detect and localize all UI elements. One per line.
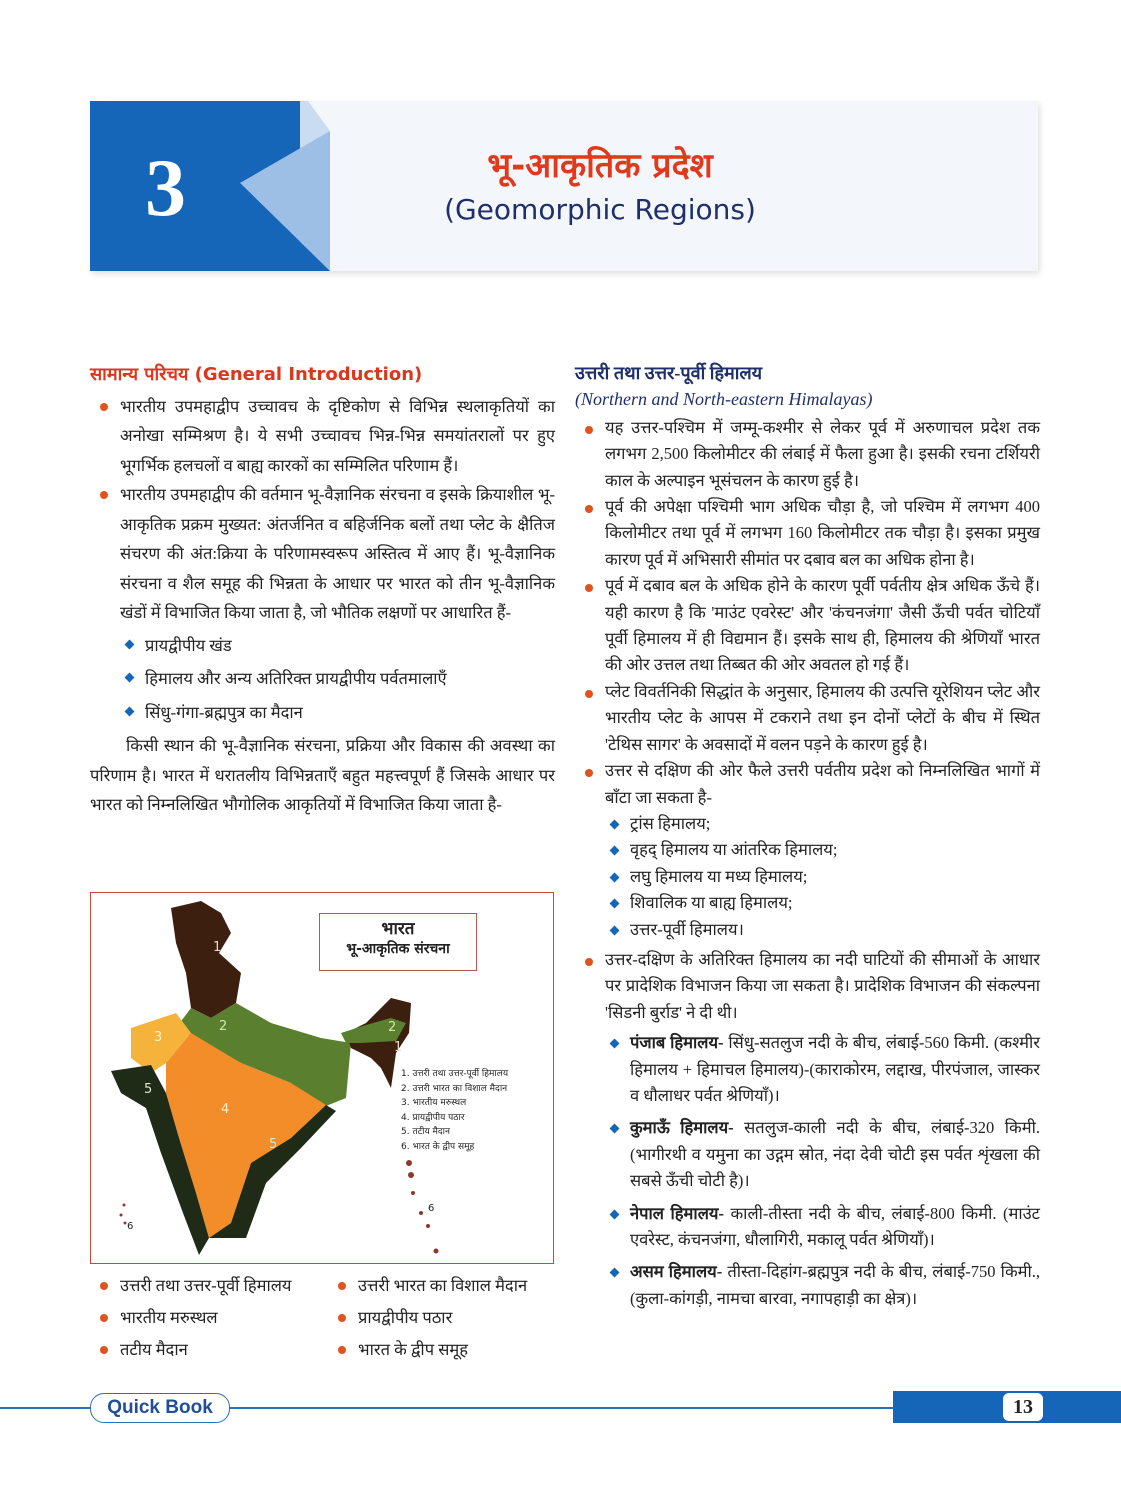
legend-item: 5. तटीय मैदान [401, 1127, 451, 1137]
list-item: तटीय मैदान [90, 1334, 188, 1367]
region-item [575, 1115, 1040, 1194]
list-item: उत्तरी भारत का विशाल मैदान [328, 1270, 527, 1303]
region-item [575, 1030, 1040, 1109]
legend-item: 6. भारत के द्वीप समूह [401, 1141, 475, 1152]
bullet: प्लेट विवर्तनिकी सिद्धांत के अनुसार, हिमालय की उत्पत्ति यूरेशियन प्लेट और भारतीय प्लेट के आपस में टकराने तथा इन दोनों प्लेटों के बीच में स्थित 'टेथिस सागर' के अवसादों में वलन पड़ने के कारण हुई है। [575, 679, 1040, 758]
page-number: 13 [1003, 1393, 1043, 1421]
label-2: 2 [219, 1019, 228, 1034]
paragraph: किसी स्थान की भू-वैज्ञानिक संरचना, प्रक्रिया और विकास की अवस्था का परिणाम है। भारत में धरातलीय विभिन्नताएँ बहुत महत्त्वपूर्ण हैं जिसके आधार पर भारत को निम्नलिखित भौगोलिक आकृतियों में विभाजित किया जाता है- [90, 736, 555, 814]
map-subtitle: भू-आकृतिक संरचना [346, 941, 450, 957]
label-5: 5 [144, 1082, 153, 1097]
region-himalaya-nw [171, 901, 241, 1018]
islands [120, 1160, 439, 1254]
legend-item: 4. प्रायद्वीपीय पठार [401, 1112, 465, 1123]
region-text: तीस्ता-दिहांग-ब्रह्मपुत्र नदी के बीच, लंबाई-750 किमी., (कुला-कांगड़ी, नामचा बारवा, नगापहाड़ी का क्षेत्र)। [630, 1262, 1041, 1308]
chapter-title-english: (Geomorphic Regions) [444, 193, 756, 226]
sub-bullet: उत्तर-पूर्वी हिमालय। [575, 917, 1040, 943]
section-heading-hindi: उत्तरी तथा उत्तर-पूर्वी हिमालय [575, 363, 763, 383]
india-map-figure [90, 892, 554, 1264]
sub-bullet: शिवालिक या बाह्य हिमालय; [575, 890, 1040, 916]
region-item [575, 1259, 1040, 1312]
label-1-ne: 1 [394, 1040, 403, 1055]
sub-bullet: प्रायद्वीपीय खंड [90, 631, 555, 661]
region-name: कुमाऊँ हिमालय- [630, 1118, 734, 1138]
region-name: असम हिमालय- [630, 1262, 723, 1282]
label-6: 6 [428, 1203, 435, 1214]
label-5-east: 5 [269, 1137, 278, 1152]
region-name: पंजाब हिमालय- [630, 1033, 724, 1053]
label-4: 4 [221, 1102, 230, 1117]
map-legend [401, 1067, 508, 1154]
sub-bullet: वृहद् हिमालय या आंतरिक हिमालय; [575, 837, 1040, 863]
list-item: भारतीय मरुस्थल [90, 1302, 218, 1335]
region-name: नेपाल हिमालय- [630, 1203, 724, 1223]
list-item: उत्तरी तथा उत्तर-पूर्वी हिमालय [90, 1270, 292, 1303]
legend-item: 2. उत्तरी भारत का विशाल मैदान [401, 1083, 508, 1094]
list-item: प्रायद्वीपीय पठार [328, 1302, 452, 1335]
label-1: 1 [213, 940, 222, 955]
bullet: पूर्व में दबाव बल के अधिक होने के कारण पूर्वी पर्वतीय क्षेत्र अधिक ऊँचे हैं। यही कारण है कि 'माउंट एवरेस्ट' और 'कंचनजंगा' जैसी ऊँची पर्वत चोटियाँ पूर्वी हिमालय में ही विद्यमान हैं। इसके साथ ही, हिमालय की श्रेणियाँ भारत की ओर उत्तल तथा तिब्बत की ओर अवतल हो गई हैं। [575, 573, 1040, 679]
legend-item: 1. उत्तरी तथा उत्तर-पूर्वी हिमालय [401, 1069, 509, 1079]
label-2-ne: 2 [388, 1020, 397, 1035]
bullet: यह उत्तर-पश्चिम में जम्मू-कश्मीर से लेकर पूर्व में अरुणाचल प्रदेश तक लगभग 2,500 किलोमीटर की लंबाई में फैला हुआ है। इसकी रचना टर्शियरी काल के अल्पाइन भूसंचलन के कारण हुई है। [575, 415, 1040, 494]
book-label: Quick Book [90, 1393, 230, 1423]
sub-bullet: लघु हिमालय या मध्य हिमालय; [575, 864, 1040, 890]
map-title: भारत [381, 919, 415, 939]
section-heading: सामान्य परिचय (General Introduction) [90, 364, 423, 385]
bullet: उत्तर-दक्षिण के अतिरिक्त हिमालय का नदी घाटियों की सीमाओं के आधार पर प्रादेशिक विभाजन किया जा सकता है। प्रादेशिक विभाजन की संकल्पना 'सिडनी बुर्राड' ने दी थी। [575, 947, 1040, 1026]
region-text: सतलुज-काली नदी के बीच, लंबाई-320 किमी. (भागीरथी व यमुना का उद्गम स्रोत, नंदा देवी चोटी इस पर्वत शृंखला की सबसे ऊँची चोटी है)। [630, 1118, 1040, 1191]
bullet: उत्तर से दक्षिण की ओर फैले उत्तरी पर्वतीय प्रदेश को निम्नलिखित भागों में बाँटा जा सकता है- [575, 758, 1040, 811]
bullet: भारतीय उपमहाद्वीप उच्चावच के दृष्टिकोण से विभिन्न स्थलाकृतियों का अनोखा सम्मिश्रण है। ये सभी उच्चावच भिन्न-भिन्न समयांतरालों पर हुए भूगर्भिक हलचलों व बाह्य कारकों का सम्मिलित परिणाम हैं। [90, 392, 555, 481]
list-item: भारत के द्वीप समूह [328, 1334, 468, 1367]
bullet: भारतीय उपमहाद्वीप की वर्तमान भू-वैज्ञानिक संरचना व इसके क्रियाशील भू-आकृतिक प्रक्रम मुख्यत: अंतर्जनित व बहिर्जनिक बलों तथा प्लेट के क्षैतिज संचरण की अंत:क्रिया के परिणामस्वरूप अस्तित्व में आए हैं। भू-वैज्ञानिक संरचना व शैल समूह की भिन्नता के आधार पर भारत को तीन भू-वैज्ञानिक खंडों में विभाजित किया जाता है, जो भौतिक लक्षणों पर आधारित हैं- [90, 480, 555, 628]
left-column [90, 360, 555, 820]
legend-item: 3. भारतीय मरुस्थल [401, 1098, 467, 1108]
sub-bullet: हिमालय और अन्य अतिरिक्त प्रायद्वीपीय पर्वतमालाएँ [90, 664, 555, 694]
region-text: सिंधु-सतलुज नदी के बीच, लंबाई-560 किमी. (कश्मीर हिमालय + हिमाचल हिमालय)-(काराकोरम, लद्दाख, पीरपंजाल, जास्कर व धौलाधर पर्वत श्रेणियाँ)। [630, 1033, 1040, 1105]
bullet: पूर्व की अपेक्षा पश्चिमी भाग अधिक चौड़ा है, जो पश्चिम में लगभग 400 किलोमीटर तथा पूर्व में लगभग 160 किलोमीटर तक चौड़ा है। इसका प्रमुख कारण पूर्व में अभिसारी सीमांत पर दबाव बल का अधिक होना है। [575, 494, 1040, 573]
label-6-west: 6 [127, 1221, 134, 1232]
label-3: 3 [154, 1030, 163, 1045]
sub-bullet: सिंधु-गंगा-ब्रह्मपुत्र का मैदान [90, 698, 555, 728]
chapter-emblem [90, 101, 350, 271]
right-column [575, 360, 1040, 1312]
region-item [575, 1201, 1040, 1254]
chapter-title-hindi: भू-आकृतिक प्रदेश [487, 146, 713, 186]
section-heading-english: (Northern and North-eastern Himalayas) [575, 389, 873, 410]
region-text: काली-तीस्ता नदी के बीच, लंबाई-800 किमी. (माउंट एवरेस्ट, कंचनजंगा, धौलागिरी, मकालू पर्वत श्रेणियाँ)। [630, 1203, 1040, 1249]
chapter-banner [90, 101, 1038, 271]
chapter-number: 3 [145, 142, 186, 233]
sub-bullet: ट्रांस हिमालय; [575, 811, 1040, 837]
map-title-box [319, 913, 477, 971]
